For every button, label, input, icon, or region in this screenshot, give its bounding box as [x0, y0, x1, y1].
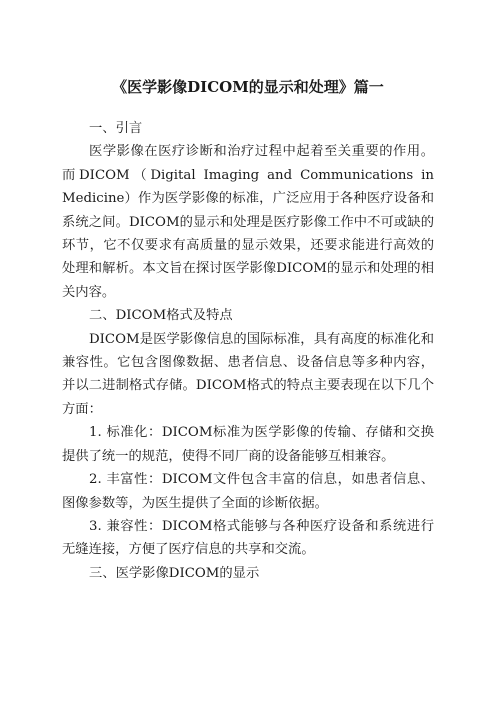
section-heading-display: 三、医学影像DICOM的显示 [89, 565, 260, 581]
document-title: 《医学影像DICOM的显示和处理》篇一 [112, 78, 384, 96]
list-item: 3. 兼容性：DICOM格式能够与各种医疗设备和系统进行无缝连接，方便了医疗信息的共享和交流。 [62, 518, 434, 558]
section-heading-format: 二、DICOM格式及特点 [89, 308, 233, 324]
body-paragraph: DICOM是医学影像信息的国际标准，具有高度的标准化和兼容性。它包含图像数据、患者信息、设备信息等多种内容，并以二进制格式存储。DICOM格式的特点主要表现在以下几个方面： [62, 331, 434, 417]
section-heading-intro: 一、引言 [89, 121, 143, 136]
document-body [62, 117, 434, 585]
body-paragraph: 医学影像在医疗诊断和治疗过程中起着至关重要的作用。而DICOM（Digital Imaging and Communications in Medicine）作为医学影像的标准，广泛应用于各种医疗设备和系统之间。DICOM的显示和处理是医疗影像工作中不可或缺的环节，它不仅要求有高质量的显示效果，还要求能进行高效的处理和解析。本文旨在探讨医学影像DICOM的显示和处理的相关内容。 [62, 144, 434, 300]
list-item: 1. 标准化：DICOM标准为医学影像的传输、存储和交换提供了统一的规范，使得不同厂商的设备能够互相兼容。 [62, 425, 434, 464]
list-item: 2. 丰富性：DICOM文件包含丰富的信息，如患者信息、图像参数等，为医生提供了全面的诊断依据。 [62, 472, 434, 511]
